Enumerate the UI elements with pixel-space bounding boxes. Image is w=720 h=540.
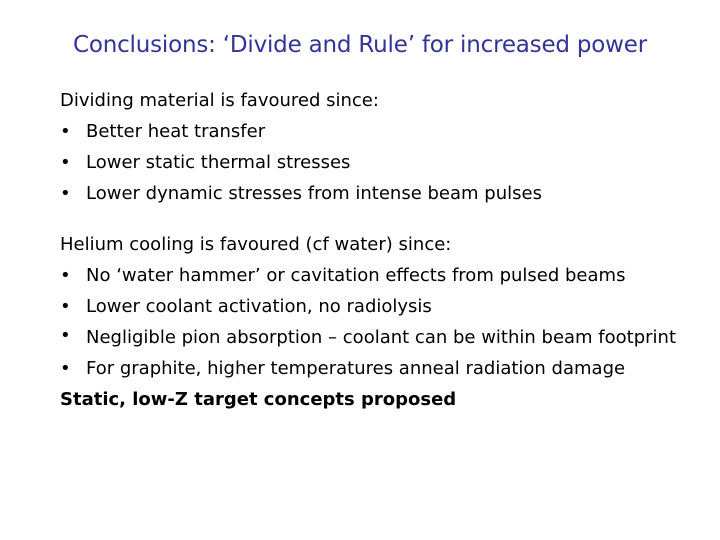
bullet-item [60, 322, 710, 353]
bullet-icon: • [60, 121, 71, 142]
bullet-text: Better heat transfer [86, 121, 266, 142]
bullet-list-helium-cooling [60, 260, 710, 384]
bullet-icon: • [60, 325, 71, 346]
section-spacer [60, 209, 710, 229]
bullet-item [60, 116, 710, 147]
section-intro-helium-cooling: Helium cooling is favoured (cf water) since: [60, 234, 452, 255]
bullet-item [60, 353, 710, 384]
bullet-item [60, 291, 710, 322]
bullet-text: No ‘water hammer’ or cavitation effects from pulsed beams [86, 265, 626, 286]
bullet-item [60, 178, 710, 209]
slide-body [60, 85, 710, 415]
bullet-icon: • [60, 152, 71, 173]
bullet-item [60, 260, 710, 291]
bullet-item [60, 147, 710, 178]
bullet-icon: • [60, 296, 71, 317]
conclusion-statement: Static, low-Z target concepts proposed [60, 389, 457, 410]
bullet-text: Lower coolant activation, no radiolysis [86, 296, 432, 317]
section-intro-dividing-material: Dividing material is favoured since: [60, 90, 379, 111]
bullet-text: Lower dynamic stresses from intense beam pulses [86, 183, 542, 204]
bullet-text: For graphite, higher temperatures anneal radiation damage [86, 358, 626, 379]
bullet-icon: • [60, 265, 71, 286]
bullet-list-dividing-material [60, 116, 710, 209]
bullet-text: Lower static thermal stresses [86, 152, 351, 173]
bullet-text: Negligible pion absorption – coolant can be within beam footprint [86, 327, 677, 348]
bullet-icon: • [60, 358, 71, 379]
slide-title: Conclusions: ‘Divide and Rule’ for increased power [72, 32, 647, 58]
bullet-icon: • [60, 183, 71, 204]
